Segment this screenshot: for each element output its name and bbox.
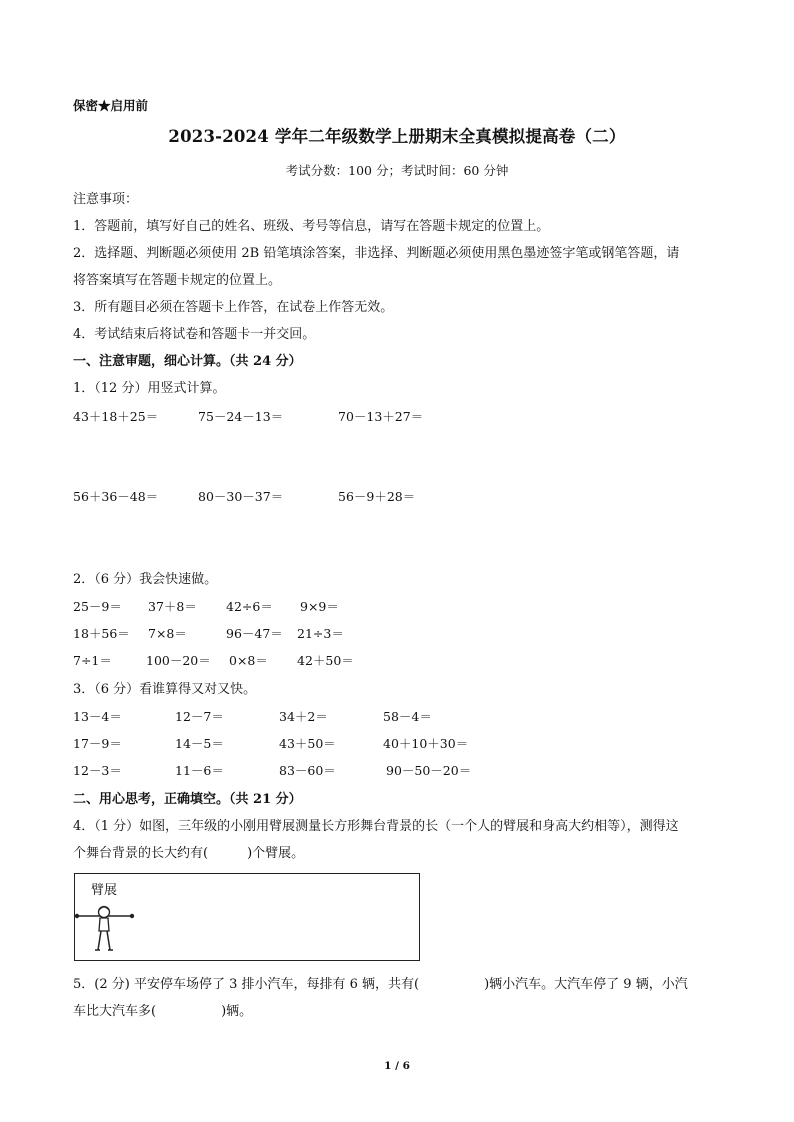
quick-calc-item: 21÷3＝ [297, 626, 344, 641]
question-prompt: 3．（6 分）看谁算得又对又快。 [73, 682, 257, 697]
note-item: 将答案填写在答题卡规定的位置上。 [73, 273, 282, 288]
stage-backdrop-diagram [74, 873, 420, 961]
quick-calc-item: 25－9＝ [73, 599, 122, 614]
quick-calc-item: 43＋50＝ [279, 736, 336, 751]
quick-calc-item: 7÷1＝ [73, 653, 112, 668]
quick-calc-item: 34＋2＝ [279, 709, 328, 724]
arm-span-label: 臂展 [91, 883, 118, 898]
note-item: 4．考试结束后将试卷和答题卡一并交回。 [73, 327, 316, 342]
note-item: 3．所有题目必须在答题卡上作答，在试卷上作答无效。 [73, 300, 394, 315]
question-prompt: 2．（6 分）我会快速做。 [73, 572, 218, 587]
question-text: 车比大汽车多( )辆。 [73, 1004, 253, 1019]
vertical-calc-item: 75－24－13＝ [198, 409, 284, 424]
vertical-calc-item: 70－13＋27＝ [338, 409, 424, 424]
note-item: 1．答题前，填写好自己的姓名、班级、考号等信息，请写在答题卡规定的位置上。 [73, 219, 550, 234]
quick-calc-item: 40＋10＋30＝ [383, 736, 469, 751]
quick-calc-item: 9×9＝ [300, 599, 339, 614]
quick-calc-item: 42÷6＝ [226, 599, 273, 614]
vertical-calc-item: 43＋18＋25＝ [73, 409, 159, 424]
vertical-calc-item: 80－30－37＝ [198, 489, 284, 504]
quick-calc-item: 18＋56＝ [73, 626, 130, 641]
quick-calc-item: 13－4＝ [73, 709, 122, 724]
quick-calc-item: 83－60＝ [279, 763, 336, 778]
quick-calc-item: 58－4＝ [383, 709, 432, 724]
note-item: 2．选择题、判断题必须使用 2B 铅笔填涂答案，非选择、判断题必须使用黑色墨迹签字笔或钢笔答题，请 [73, 246, 680, 261]
quick-calc-item: 96－47＝ [226, 626, 283, 641]
quick-calc-item: 11－6＝ [175, 763, 224, 778]
quick-calc-item: 14－5＝ [175, 736, 224, 751]
page-title: 2023-2024 学年二年级数学上册期末全真模拟提高卷（二） [168, 127, 626, 146]
vertical-calc-item: 56－9＋28＝ [338, 489, 416, 504]
vertical-calc-item: 56＋36－48＝ [73, 489, 159, 504]
quick-calc-item: 42＋50＝ [297, 653, 354, 668]
section-heading: 二、用心思考，正确填空。（共 21 分） [73, 792, 302, 807]
quick-calc-item: 0×8＝ [229, 653, 268, 668]
quick-calc-item: 100－20＝ [146, 653, 211, 668]
question-text: 个舞台背景的长大约有( )个臂展。 [73, 846, 305, 861]
quick-calc-item: 12－7＝ [175, 709, 224, 724]
quick-calc-item: 37＋8＝ [148, 599, 197, 614]
notes-heading: 注意事项： [73, 192, 139, 207]
question-text: 4．（1 分）如图，三年级的小刚用臂展测量长方形舞台背景的长（一个人的臂展和身高大约相等），测得这 [73, 819, 679, 834]
quick-calc-item: 17－9＝ [73, 736, 122, 751]
person-arm-span-icon [75, 898, 155, 958]
quick-calc-item: 7×8＝ [148, 626, 187, 641]
exam-info: 考试分数：100 分；考试时间：60 分钟 [285, 163, 509, 178]
confidential-label: 保密★启用前 [73, 98, 149, 113]
question-prompt: 1．（12 分）用竖式计算。 [73, 381, 226, 396]
section-heading: 一、注意审题，细心计算。（共 24 分） [73, 354, 302, 369]
question-text: 5．(2 分) 平安停车场停了 3 排小汽车，每排有 6 辆，共有( )辆小汽车。大汽车停了 9 辆，小汽 [73, 977, 688, 992]
page-number: 1 / 6 [384, 1060, 410, 1072]
quick-calc-item: 12－3＝ [73, 763, 122, 778]
quick-calc-item: 90－50－20＝ [386, 763, 472, 778]
